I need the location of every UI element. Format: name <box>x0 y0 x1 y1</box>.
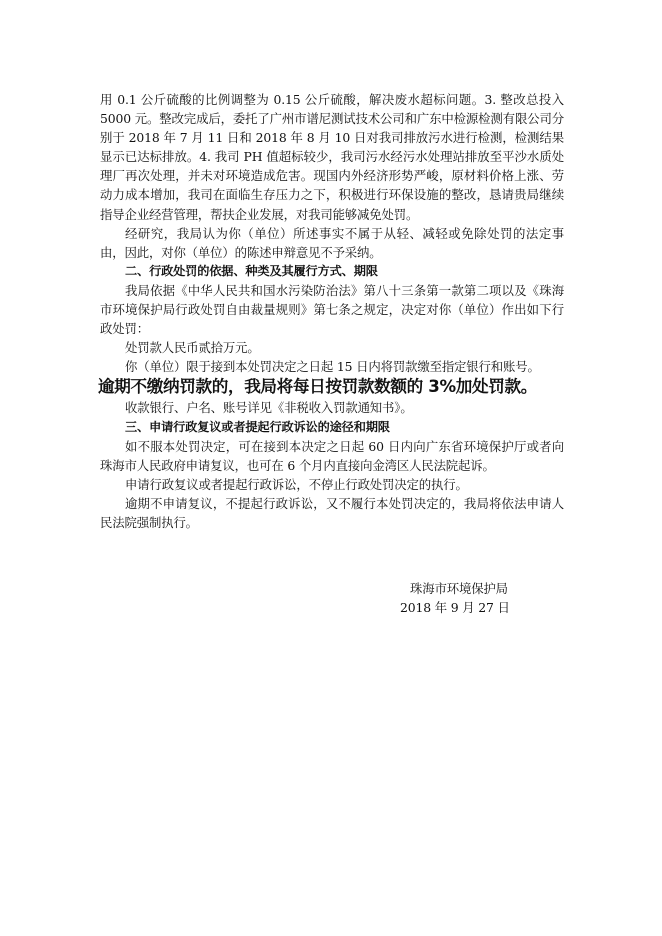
paragraph-continuation: 用 0.1 公斤硫酸的比例调整为 0.15 公斤硫酸，解决废水超标问题。3. 整改总投入 5000 元。整改完成后，委托了广州市谱尼测试技术公司和广东中检源检测有限公司分别于 2018 年 7 月 11 日和 2018 年 8 月 10 日对我司排放污水进行检测，检测结果显示已达标排放。4. 我司 PH 值超标较少，我司污水经污水处理站排放至平沙水质处理厂再次处理，并未对环境造成危害。现国内外经济形势严峻，原材料价格上涨、劳动力成本增加，我司在面临生存压力之下，积极进行环保设施的整改，恳请贵局继续指导企业经营管理，帮扶企业发展，对我司能够减免处罚。 <box>100 92 564 222</box>
paragraph-appeal-no-suspension: 申请行政复议或者提起行政诉讼，不停止行政处罚决定的执行。 <box>125 476 468 492</box>
section-heading-appeal: 三、申请行政复议或者提起行政诉讼的途径和期限 <box>125 419 390 434</box>
document-body <box>100 90 564 532</box>
signature-date: 2018 年 9 月 27 日 <box>400 600 510 615</box>
paragraph-appeal-options: 如不服本处罚决定，可在接到本决定之日起 60 日内向广东省环境保护厅或者向珠海市人民政府申请复议，也可在 6 个月内直接向金湾区人民法院起诉。 <box>100 438 564 473</box>
paragraph-penalty-amount: 处罚款人民币贰拾万元。 <box>125 340 260 356</box>
signature-block <box>400 579 540 617</box>
section-heading-penalty-basis: 二、行政处罚的依据、种类及其履行方式、期限 <box>125 263 378 278</box>
paragraph-late-payment-warning: 逾期不缴纳罚款的，我局将每日按罚款数额的 3%加处罚款。 <box>98 377 537 397</box>
paragraph-legal-basis: 我局依据《中华人民共和国水污染防治法》第八十三条第一款第二项以及《珠海市环境保护局行政处罚自由裁量规则》第七条之规定，决定对你（单位）作出如下行政处罚： <box>100 282 564 337</box>
paragraph-review-conclusion: 经研究，我局认为你（单位）所述事实不属于从轻、减轻或免除处罚的法定事由，因此，对你（单位）的陈述申辩意见不予采纳。 <box>100 225 564 260</box>
paragraph-enforcement: 逾期不申请复议，不提起行政诉讼，又不履行本处罚决定的，我局将依法申请人民法院强制执行。 <box>100 495 564 530</box>
signature-organization: 珠海市环境保护局 <box>410 581 508 596</box>
paragraph-payment-deadline: 你（单位）限于接到本处罚决定之日起 15 日内将罚款缴至指定银行和账号。 <box>125 359 540 375</box>
paragraph-payment-details: 收款银行、户名、账号详见《非税收入罚款通知书》。 <box>125 400 413 416</box>
